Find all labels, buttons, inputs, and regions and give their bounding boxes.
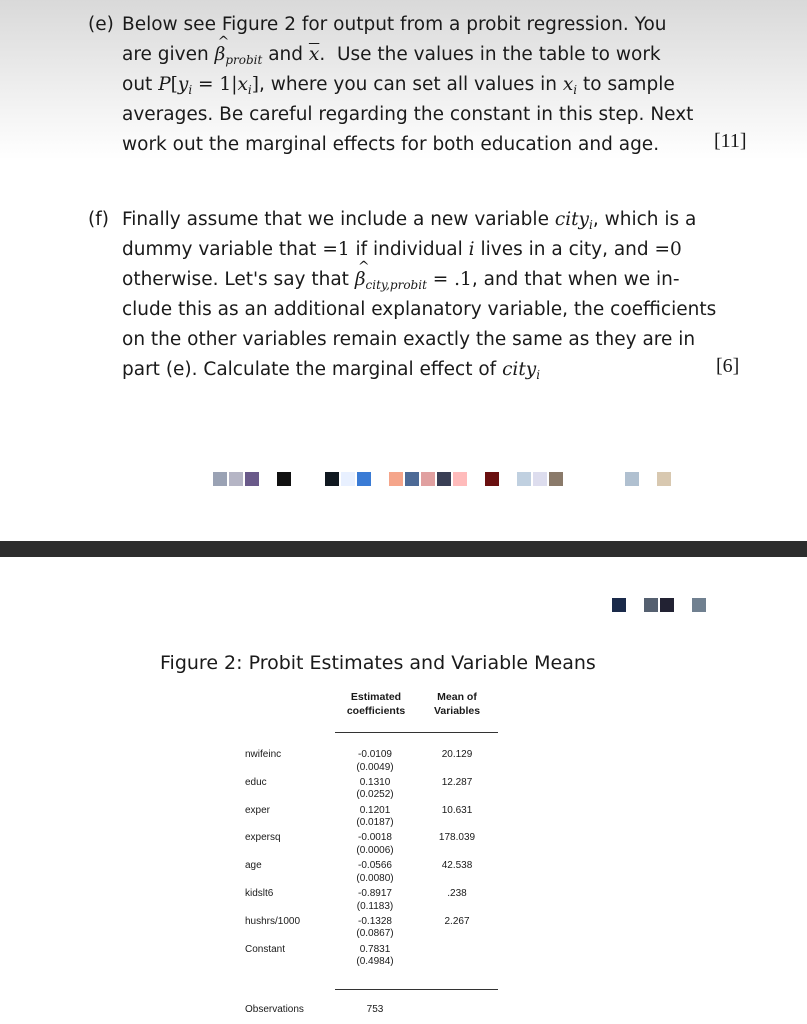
question-f-line-1: Finally assume that we include a new variable city$_i$, which is a <box>122 209 697 232</box>
question-e-line-3: out $P[y_i = 1|x_i]$, where you can set all values in $x_i$ to sample <box>122 74 675 97</box>
row-coef-2 <box>345 805 405 830</box>
row-coef-1 <box>345 777 405 802</box>
standard-error-value: (0.0080) <box>356 872 394 884</box>
redaction-strip-right <box>625 472 673 486</box>
coef-header-line-1: Estimated <box>350 691 402 703</box>
beta-hat-symbol: ^ β <box>215 40 226 70</box>
coef-column-header <box>338 690 414 718</box>
row-label-4: age <box>245 860 262 872</box>
row-coef-5 <box>345 888 405 913</box>
probit-subscript: probit <box>225 53 263 67</box>
coef-header-line-2: coefficients <box>346 705 406 717</box>
row-label-0: nwifeinc <box>245 749 282 760</box>
question-f-label: (f) <box>88 209 109 230</box>
coefficient-value: 0.7831 <box>359 943 391 955</box>
mean-column-header <box>425 690 489 718</box>
page-divider <box>0 541 807 557</box>
standard-error-value: (0.0867) <box>356 928 394 940</box>
row-mean-1: 12.287 <box>441 776 473 788</box>
standard-error-value: (0.1183) <box>356 900 394 912</box>
row-coef-3 <box>345 832 405 857</box>
row-mean-3: 178.039 <box>438 832 476 844</box>
question-f-line-5: on the other variables remain exactly the same as they are in <box>122 329 696 350</box>
figure-title: Figure 2: Probit Estimates and Variable Means <box>160 652 596 674</box>
question-f-line-3: otherwise. Let's say that ^ $\beta_{city,probit} = .1$, and that when we in- <box>122 265 680 301</box>
coefficient-value: 0.1310 <box>359 776 391 788</box>
standard-error-value: (0.4984) <box>356 956 394 968</box>
row-mean-2: 10.631 <box>441 804 473 816</box>
row-coef-0 <box>345 749 405 774</box>
row-label-1: educ <box>245 776 267 788</box>
coefficient-value: 0.1201 <box>359 804 391 816</box>
coefficient-value: -0.1328 <box>358 915 392 927</box>
row-coef-7 <box>345 944 405 969</box>
row-mean-4: 42.538 <box>441 860 473 872</box>
row-mean-5: .238 <box>447 888 467 899</box>
table-top-rule <box>335 732 498 733</box>
standard-error-value: (0.0187) <box>356 817 394 829</box>
question-f-line-4: clude this as an additional explanatory variable, the coefficients <box>122 299 717 320</box>
coefficient-value: -0.8917 <box>358 888 392 899</box>
redaction-strip <box>213 472 565 486</box>
question-e-line-2: are given ^ $\beta_{probit}$ and $\overline{x}$. Use the values in the table to work <box>122 40 661 76</box>
observations-value: 753 <box>366 1004 384 1015</box>
x-bar-symbol: $\overline{x}$ <box>308 44 320 65</box>
row-label-3: expersq <box>245 832 281 844</box>
coefficient-value: -0.0018 <box>358 832 392 844</box>
coefficient-value: -0.0109 <box>358 749 392 760</box>
standard-error-value: (0.0049) <box>356 761 394 773</box>
observations-label: Observations <box>245 1004 304 1015</box>
question-e-line-5: work out the marginal effects for both education and age. <box>122 134 660 155</box>
mean-header-line-1: Mean of <box>437 691 477 703</box>
row-mean-0: 20.129 <box>441 749 473 760</box>
row-label-5: kidslt6 <box>245 888 274 899</box>
question-e-marks: [11] <box>714 130 747 152</box>
mean-header-line-2: Variables <box>433 705 481 717</box>
question-e-line-1: Below see Figure 2 for output from a probit regression. You <box>122 14 667 35</box>
table-bottom-rule <box>335 989 498 990</box>
question-e-label: (e) <box>88 14 114 35</box>
row-label-6: hushrs/1000 <box>245 915 301 927</box>
row-coef-6 <box>345 916 405 941</box>
coefficient-value: -0.0566 <box>358 860 392 872</box>
standard-error-value: (0.0006) <box>356 844 394 856</box>
row-mean-6: 2.267 <box>444 915 470 927</box>
question-e-line-4: averages. Be careful regarding the constant in this step. Next <box>122 104 694 125</box>
question-f-marks: [6] <box>716 355 740 377</box>
row-label-2: exper <box>245 804 271 816</box>
standard-error-value: (0.0252) <box>356 789 394 801</box>
row-label-7: Constant <box>245 943 286 955</box>
redaction-strip-lower <box>612 598 708 612</box>
question-f-line-6: part (e). Calculate the marginal effect of city$_i$ <box>122 359 541 382</box>
question-f-line-2: dummy variable that =1 if individual i lives in a city, and =0 <box>122 239 682 260</box>
row-coef-4 <box>345 860 405 885</box>
